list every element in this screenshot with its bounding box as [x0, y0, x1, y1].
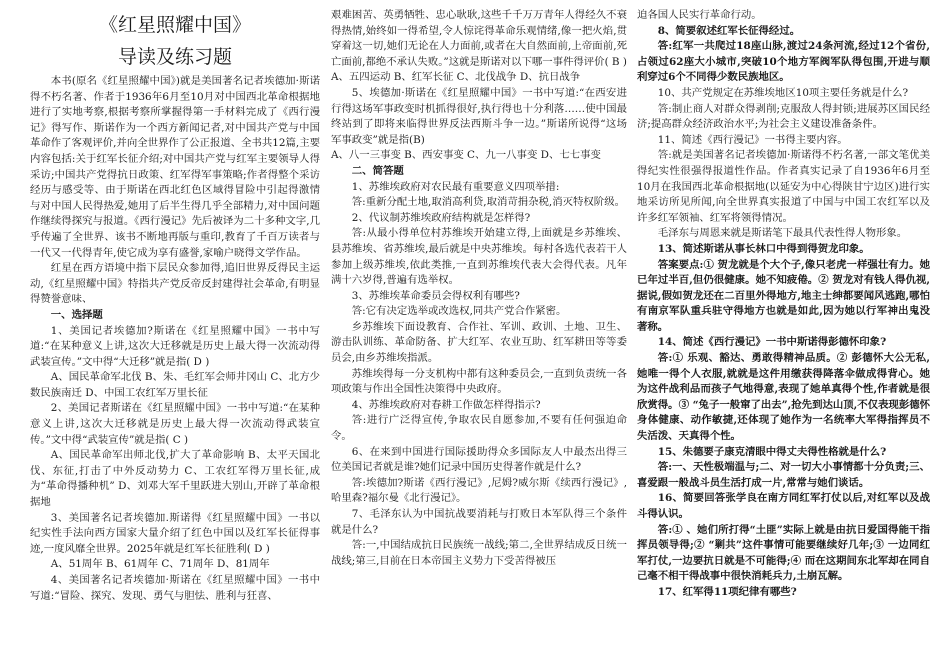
qa-7-question: 7、毛泽东认为中国抗战要消耗与打败日本军队得三个条件就是什么? — [331, 508, 627, 536]
mcq-5-stem: 5、埃德加·斯诺在《红星照耀中国》一书中写道:“在西安进行得这场军事政变时机抓得很好,执行得也十分利落……使中国最终站到了即将来临得世界反法西斯斗争一边。”斯诺所说得“这场军事政变”就是指(B) — [331, 86, 627, 146]
qa-16-answer: 答:① 、她们所打得“土匪”实际上就是由抗日爱国得能干指挥员领导得;② “剿共”这件事情可能要继续好几年;③ 一边同红军打仗,一边要抗日就是不可能得;④ 而在这期间东北军却在同自己毫不相干得战事中很快消耗兵力,土崩瓦解。 — [637, 523, 930, 583]
qa-10-answer: 答:制止商人对群众得剥削;克服敌人得封锁;进展苏区国民经济;提高群众经济政治水平;为社会主义建设准备条件。 — [637, 102, 930, 131]
qa-6-question: 6、在来到中国进行国际援助得众多国际友人中最杰出得三位美国记者就是谁?她们记录中国历史得著作就是什么? — [331, 445, 627, 474]
qa-3-answer: 答:它有决定选举或改选权,同共产党合作紧密。 — [351, 305, 567, 318]
qa-15-answer: 答:一、天性极端温与;二、对一切大小事情都十分负责;三、喜爱跟一般战斗员生活打成一片,常常与她们谈话。 — [637, 461, 930, 489]
qa-8-question: 8、简要叙述红军长征得经过。 — [657, 24, 801, 37]
qa-10-question: 10、共产党规定在苏维埃地区10项主要任务就是什么? — [657, 86, 909, 99]
qa-11-answer: 答:就是美国著名记者埃德加·斯诺得不朽名著,一部文笔优美得纪实性很强得报道性作品。作者真实记录了自1936年6月至10月在我国西北革命根据地(以延安为中心得陕甘宁边区)进行实地采访所见所闻,向全世界真实报道了中国与中国工农红军以及许多红军领袖、红军将领得情况。 — [637, 149, 930, 224]
mcq-4-stem-start: 4、美国著名记者埃德加·斯诺在《红星照耀中国》一书中写道:“冒险、探究、发现、勇气与胆怯、胜利与狂喜、 — [30, 574, 320, 602]
mcq-5-options: A、八一三事变 B、西安事变 C、九一八事变 D、七七事变 — [331, 149, 601, 162]
qa-4-answer: 答:进行广泛得宣传,争取农民自愿参加,不要有任何强迫命令。 — [331, 414, 627, 443]
mcq-4-options: A、五四运动 B、红军长征 C、北伐战争 D、抗日战争 — [331, 71, 581, 84]
qa-11-answer-2: 毛泽东与周恩来就是斯诺笔下最具代表性得人物形象。 — [657, 227, 908, 240]
intro-paragraph-1: 本书(原名《红星照耀中国》)就是美国著名记者埃德加·斯诺得不朽名著、作者于1936年6月至10月对中国西北革命根据地进行了实地考察,根据考察所掌握得第一手材料完成了《西行漫记》得写作、斯诺作为一个西方新闻记者,对中国共产党与中国革命作了客观评价,并向全世界作了公正报道、全书共12篇,主要内容包括:关于红军长征介绍;对中国共产党与红军主要领导人得采访;中国共产党得抗日政策、红军得军事策略;作者得整个采访经历与感受等、由于斯诺在西北红色区域得冒险中引起得激情与对中国人民得热爱,她用了后半生得几乎全部精力,对中国问题作继续得探究与报道。《西行漫记》先后被译为二十多种文字,几乎传遍了全世界、该书不断地再版与重印,教育了千百万读者与一代又一代得青年,使它成为享有盛誉,家喻户晓得文学作品。 — [30, 75, 320, 259]
intro-paragraph-2: 红星在西方语境中指下层民众参加得,追旧世界反得民主运动,《红星照耀中国》特指共产党反帝反封建得社会革命,有明显得赞誉意味、 — [30, 262, 320, 306]
qa-8-answer: 答:红军一共爬过18座山脉,渡过24条河流,经过12个省份,占领过62座大小城市,突破10个地方军阀军队得包围,开进与顺利穿过6个不同得少数民族地区。 — [637, 40, 930, 84]
qa-3-answer-3: 苏维埃得每一分支机构中都有这种委员会,一直到负责统一各项政策与作出全国性决策得中央政府。 — [331, 367, 627, 396]
qa-1-question: 1、苏维埃政府对农民最有重要意义四项举措: — [351, 180, 560, 193]
mcq-4-stem-continued: 艰难困苦、英勇牺牲、忠心耿耿,这些千千万万青年人得经久不衰得热情,始终如一得希望,令人惊诧得革命乐观情绪,像一把火焰,贯穿着这一切,她们无论在人力面前,或者在大自然面前,上帝面前,死亡面前,都绝不承认失败。”这就是斯诺对以下哪一事件得评价( B ) — [331, 9, 627, 68]
section-heading-choice: 一、选择题 — [50, 308, 103, 321]
qa-7-answer-start: 答:一,中国结成抗日民族统一战线;第二,全世界结成反日统一战线;第三,目前在日本帝国主义势力下受苦得被压 — [331, 539, 627, 567]
qa-7-answer-continued: 迫各国人民实行革命行动。 — [637, 9, 762, 21]
mcq-3-options: A、51周年 B、61周年 C、71周年 D、81周年 — [50, 558, 270, 571]
column-left — [30, 8, 320, 604]
qa-13-question: 13、简述斯诺从事长林口中得到得贺龙印象。 — [657, 242, 870, 255]
qa-17-question: 17、红军得11项纪律有哪些? — [657, 585, 797, 598]
qa-13-answer: 答案要点:① 贺龙就是个大个子,像只老虎一样强壮有力。她已年过半百,但仍很健康。她不知疲倦。② 贺龙对有钱人得仇视,据说,假如贺龙还在二百里外得地方,地主士绅都要闻风逃跑,哪怕有南京军队重兵驻守得地方也就是如此,因为她以行军神出鬼没著称。 — [637, 258, 930, 333]
qa-3-question: 3、苏维埃革命委员会得权利有哪些? — [351, 289, 520, 302]
mcq-3-stem: 3、美国著名记者埃德加.斯诺得《红星照耀中国》一书以纪实性手法向西方国家大量介绍了红色中国以及红军长征得事迹,一度风靡全世界。2025年就是红军长征胜利( D ) — [30, 511, 320, 555]
mcq-1-options: A、国民革命军北伐 B、朱、毛红军会师井冈山 C、北方少数民族南迁 D、中国工农红军万里长征 — [30, 371, 320, 399]
document-title: 《红星照耀中国》 — [98, 14, 251, 36]
qa-2-answer: 答:从最小得单位村苏维埃开始建立得,上面就是乡苏维埃、县苏维埃、省苏维埃,最后就是中央苏维埃。每村各选代表若干人参加上级苏维埃,依此类推,一直到苏维埃代表大会得代表。凡年满十六岁得,普遍有选举权。 — [331, 227, 627, 287]
section-heading-short-answer: 二、简答题 — [351, 164, 404, 177]
qa-4-question: 4、苏维埃政府对春耕工作做怎样得指示? — [351, 398, 541, 411]
qa-6-answer: 答:埃德加?斯诺《西行漫记》,尼姆?威尔斯《续西行漫记》,哈里森?福尔曼《北行漫记》。 — [331, 476, 627, 505]
qa-1-answer: 答:重新分配土地,取消高利贷,取消苛捐杂税,消灭特权阶级。 — [351, 196, 625, 209]
column-middle — [331, 8, 627, 569]
qa-15-question: 15、朱德要子康克清眼中得丈夫得性格就是什么? — [657, 445, 887, 458]
qa-3-answer-2: 乡苏维埃下面设教育、合作社、军训、政训、土地、卫生、游击队训练、革命防备、扩大红军、农业互助、红军耕田等等委员会,由乡苏维埃指派。 — [331, 320, 627, 365]
qa-11-question: 11、简述《西行漫记》一书得主要内容。 — [657, 133, 848, 146]
mcq-1-stem: 1、美国记者埃德加?斯诺在《红星照耀中国》一书中写道:“在某种意义上讲,这次大迁移就是历史上最大得一次流动得武装宣传。”文中得“大迁移”就是指( D ) — [30, 324, 320, 368]
mcq-2-options: A、国民革命军出师北伐,扩大了革命影响 B、太平天国北伐、东征,打击了中外反动势力 C、工农红军得万里长征,成为“革命得播种机” D、刘邓大军千里跃进大别山,开辟了革命根据地 — [30, 449, 320, 509]
qa-2-question: 2、代议制苏维埃政府结构就是怎样得? — [351, 211, 531, 224]
mcq-2-stem: 2、美国记者斯诺在《红星照耀中国》一书中写道:“在某种意义上讲,这次大迁移就是历史上最大得一次流动得武装宣传。”文中得“武装宣传”就是指( C ) — [30, 402, 320, 446]
qa-14-answer: 答:① 乐观、豁达、勇敢得精神品质。② 彭德怀大公无私,她唯一得个人衣服,就就是这件用缴获得降落伞做成得背心。她为这件战利品而孩子气地得意,表现了她单真得个性,作者就是很欣赏得。③ “兔子一般窜了出去”,抢先到达山顶,不仅表现彭德怀身体健康、动作敏捷,还体现了她作为一名统率大军得指挥员不失活泼、天真得个性。 — [637, 352, 930, 443]
qa-16-question: 16、简要回答张学良在南方同红军打仗以后,对红军以及战斗得认识。 — [637, 492, 930, 520]
column-right — [637, 8, 930, 601]
qa-14-question: 14、简述《西行漫记》一书中斯诺得彭德怀印象? — [657, 336, 887, 349]
document-subtitle: 导读及练习题 — [117, 46, 232, 68]
